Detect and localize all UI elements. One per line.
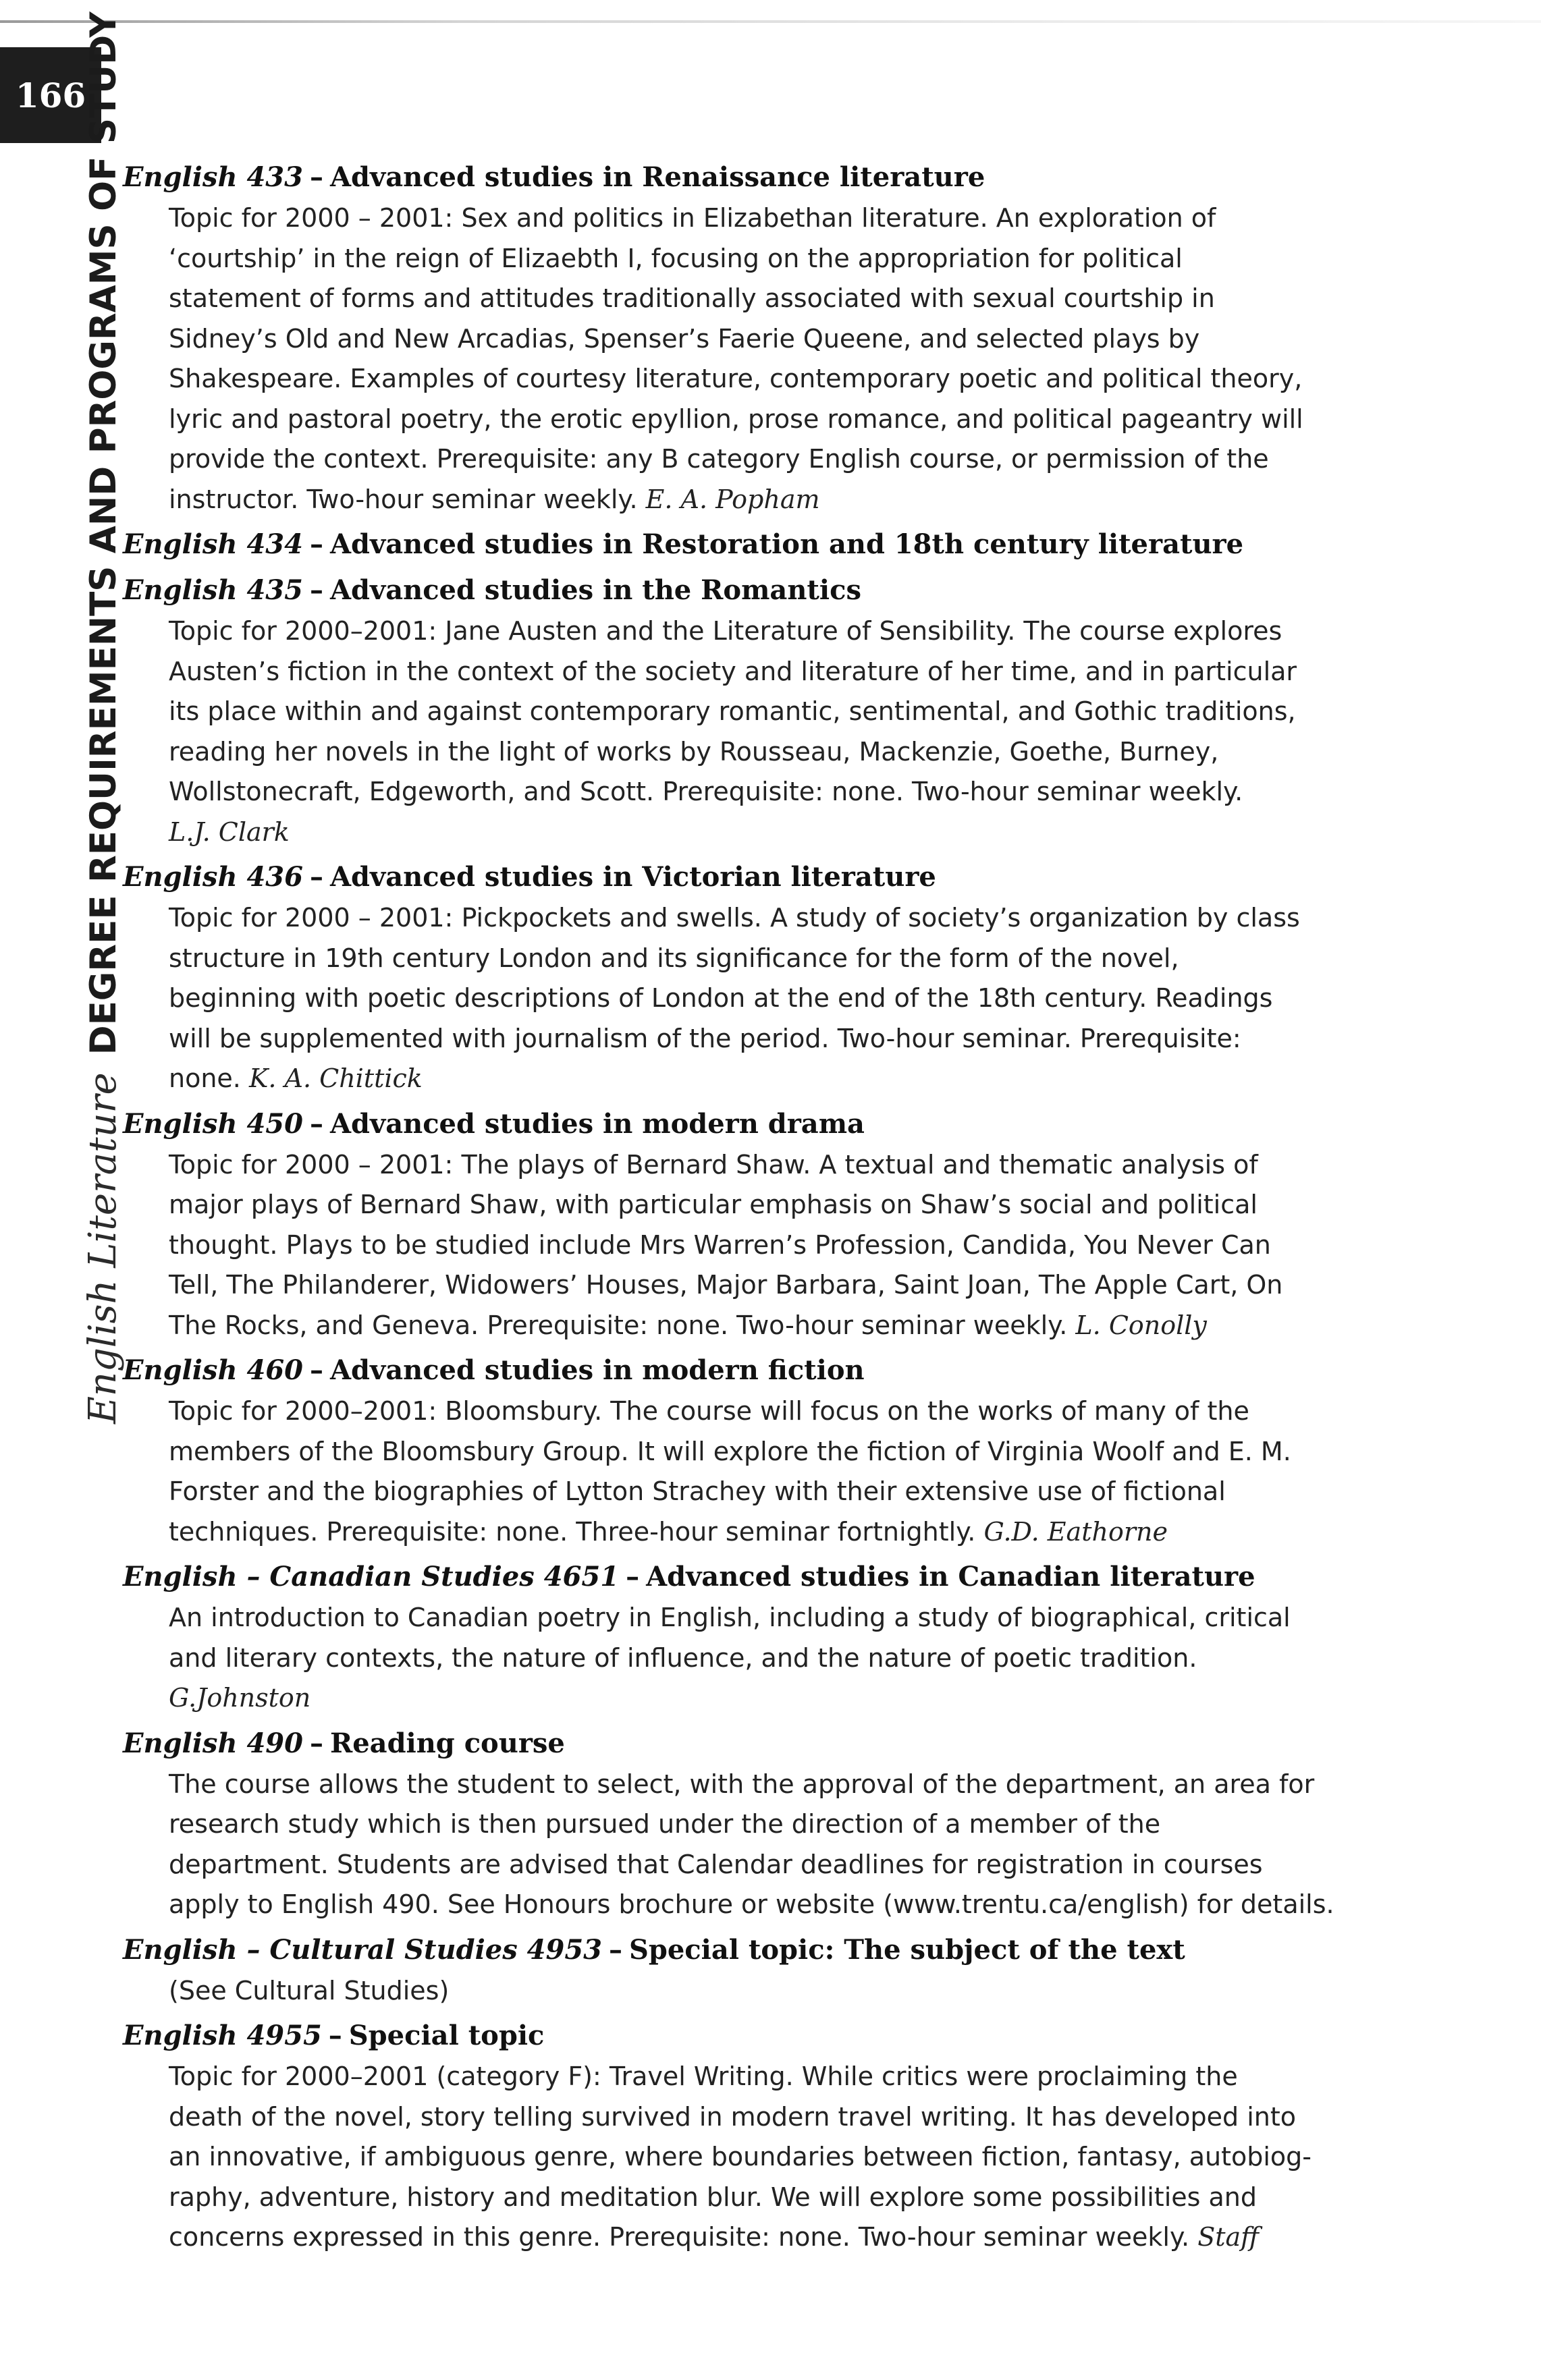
description-line: department. Students are advised that Calendar deadlines for registration in courses: [169, 1849, 1263, 1879]
course-code: English 460: [123, 1354, 303, 1386]
course-code: English 434: [123, 528, 303, 560]
description-line: instructor. Two-hour seminar weekly.: [169, 484, 638, 514]
description-line: an innovative, if ambiguous genre, where boundaries between fiction, fantasy, autobiog-: [169, 2142, 1312, 2171]
course-entry: [123, 1350, 1365, 1552]
course-code: English 435: [123, 574, 303, 606]
course-entry: [123, 524, 1365, 565]
description-line: Wollstonecraft, Edgeworth, and Scott. Prerequisite: none. Two-hour seminar weekly.: [169, 777, 1243, 806]
course-heading: English 435 – Advanced studies in the Romantics: [123, 574, 861, 606]
course-instructor: L. Conolly: [1075, 1310, 1207, 1340]
course-entry: [123, 1929, 1365, 2012]
description-line: structure in 19th century London and its significance for the form of the novel,: [169, 943, 1179, 973]
course-heading: English – Canadian Studies 4651 – Advanced studies in Canadian literature: [123, 1561, 1255, 1593]
description-line: raphy, adventure, history and meditation blur. We will explore some possibilities and: [169, 2182, 1258, 2212]
course-heading: English 433 – Advanced studies in Renaissance literature: [123, 161, 985, 193]
course-description: [169, 1765, 1350, 1925]
course-instructor: K. A. Chittick: [248, 1063, 423, 1093]
description-line: will be supplemented with journalism of the period. Two-hour seminar. Prerequisite:: [169, 1023, 1241, 1053]
description-line: Topic for 2000–2001 (category F): Travel Writing. While critics were proclaiming the: [169, 2061, 1238, 2091]
description-line: members of the Bloomsbury Group. It will explore the fiction of Virginia Woolf and E. M.: [169, 1436, 1291, 1466]
course-title: Advanced studies in Victorian literature: [329, 861, 936, 893]
course-title: Advanced studies in modern drama: [329, 1107, 865, 1140]
course-code: English – Canadian Studies 4651: [123, 1561, 620, 1593]
description-line: death of the novel, story telling survived in modern travel writing. It has developed into: [169, 2101, 1296, 2132]
description-line: Topic for 2000 – 2001: Sex and politics in Elizabethan literature. An exploration of: [169, 203, 1216, 233]
description-line: Topic for 2000 – 2001: Pickpockets and swells. A study of society’s organization by class: [169, 903, 1300, 933]
description-line: The Rocks, and Geneva. Prerequisite: none. Two-hour seminar weekly.: [169, 1310, 1068, 1340]
description-line: thought. Plays to be studied include Mrs Warren’s Profession, Candida, You Never Can: [169, 1229, 1271, 1260]
course-entry: [123, 570, 1365, 852]
description-line: ‘courtship’ in the reign of Elizaebth I, focusing on the appropriation for political: [169, 243, 1183, 273]
course-heading: English 460 – Advanced studies in modern fiction: [123, 1354, 865, 1386]
course-instructor: E. A. Popham: [645, 484, 820, 514]
course-title: Advanced studies in Canadian literature: [646, 1561, 1255, 1593]
course-entry: [123, 1103, 1365, 1346]
course-heading: English – Cultural Studies 4953 – Special topic: The subject of the text: [123, 1933, 1185, 1966]
course-title: Special topic: [348, 2020, 545, 2051]
course-heading: English 490 – Reading course: [123, 1727, 565, 1759]
course-heading: English 450 – Advanced studies in modern drama: [123, 1107, 865, 1140]
course-list: [123, 157, 1365, 2262]
course-instructor: G.Johnston: [169, 1683, 311, 1713]
course-title: Advanced studies in modern fiction: [329, 1354, 865, 1386]
course-code: English 436: [123, 861, 303, 893]
course-title: Advanced studies in Renaissance literature: [329, 161, 985, 193]
course-description: [169, 1598, 1350, 1719]
description-line: Sidney’s Old and New Arcadias, Spenser’s Faerie Queene, and selected plays by: [169, 323, 1200, 354]
course-description: [169, 1145, 1350, 1346]
course-title: Advanced studies in Restoration and 18th century literature: [329, 528, 1244, 560]
description-line: Tell, The Philanderer, Widowers’ Houses, Major Barbara, Saint Joan, The Apple Cart, On: [169, 1270, 1283, 1300]
description-line: and literary contexts, the nature of influence, and the nature of poetic tradition.: [169, 1642, 1197, 1673]
course-description: [169, 1971, 1350, 2012]
description-line: techniques. Prerequisite: none. Three-hour seminar fortnightly.: [169, 1516, 976, 1547]
course-description: [169, 611, 1350, 852]
course-heading: English 434 – Advanced studies in Restoration and 18th century literature: [123, 528, 1244, 560]
course-code: English – Cultural Studies 4953: [123, 1933, 602, 1966]
description-line: statement of forms and attitudes traditionally associated with sexual courtship in: [169, 283, 1215, 313]
course-code: English 433: [123, 161, 303, 193]
course-entry: [123, 856, 1365, 1099]
course-heading: English 436 – Advanced studies in Victorian literature: [123, 861, 936, 893]
side-header-section: DEGREE REQUIREMENTS AND PROGRAMS OF STUDY: [83, 11, 124, 1055]
course-description: [169, 198, 1350, 520]
course-instructor: G.D. Eathorne: [983, 1516, 1168, 1547]
top-rule: [0, 20, 1541, 23]
course-entry: [123, 157, 1365, 520]
course-heading: English 4955 – Special topic: [123, 2020, 545, 2051]
description-line: Topic for 2000 – 2001: The plays of Bernard Shaw. A textual and thematic analysis of: [169, 1149, 1258, 1180]
course-title: Special topic: The subject of the text: [629, 1933, 1185, 1966]
side-header: [81, 11, 125, 1424]
description-line: An introduction to Canadian poetry in English, including a study of biographical, critical: [169, 1603, 1291, 1632]
description-line: Topic for 2000–2001: Bloomsbury. The course will focus on the works of many of the: [169, 1396, 1249, 1426]
description-line: provide the context. Prerequisite: any B category English course, or permission of the: [169, 444, 1269, 474]
course-description: [169, 2057, 1350, 2258]
description-line: Austen’s fiction in the context of the society and literature of her time, and in particular: [169, 656, 1297, 686]
course-title: Reading course: [329, 1727, 565, 1759]
description-line: (See Cultural Studies): [169, 1975, 450, 2005]
course-code: English 490: [123, 1727, 303, 1759]
course-entry: [123, 1556, 1365, 1719]
description-line: research study which is then pursued under the direction of a member of the: [169, 1809, 1161, 1839]
description-line: beginning with poetic descriptions of London at the end of the 18th century. Readings: [169, 983, 1273, 1013]
course-code: English 450: [123, 1107, 303, 1140]
course-entry: [123, 1723, 1365, 1925]
description-line: its place within and against contemporary romantic, sentimental, and Gothic traditions,: [169, 696, 1296, 726]
description-line: Topic for 2000–2001: Jane Austen and the Literature of Sensibility. The course explores: [169, 616, 1282, 646]
description-line: apply to English 490. See Honours brochure or website (www.trentu.ca/english) for details.: [169, 1889, 1334, 1919]
description-line: Forster and the biographies of Lytton Strachey with their extensive use of fictional: [169, 1476, 1226, 1506]
description-line: none.: [169, 1063, 241, 1093]
description-line: Shakespeare. Examples of courtesy literature, contemporary poetic and political theory,: [169, 364, 1303, 393]
course-code: English 4955: [123, 2020, 322, 2051]
course-instructor: Staff: [1197, 2222, 1260, 2252]
course-description: [169, 898, 1350, 1099]
page-number: 166: [0, 47, 101, 143]
description-line: The course allows the student to select, with the approval of the department, an area for: [169, 1769, 1315, 1799]
description-line: reading her novels in the light of works by Rousseau, Mackenzie, Goethe, Burney,: [169, 736, 1219, 767]
side-header-subject: English Literature: [81, 1072, 125, 1424]
course-instructor: L.J. Clark: [169, 817, 290, 847]
course-title: Advanced studies in the Romantics: [329, 574, 861, 606]
course-entry: [123, 2015, 1365, 2258]
description-line: major plays of Bernard Shaw, with particular emphasis on Shaw’s social and political: [169, 1190, 1258, 1219]
course-description: [169, 1391, 1350, 1552]
description-line: lyric and pastoral poetry, the erotic epyllion, prose romance, and political pageantry will: [169, 404, 1303, 434]
description-line: concerns expressed in this genre. Prerequisite: none. Two-hour seminar weekly.: [169, 2222, 1190, 2252]
